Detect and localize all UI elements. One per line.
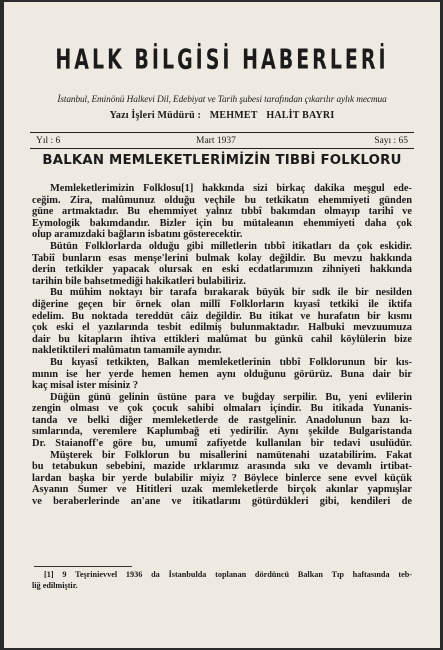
body-line: derin tetkikler yapacak olursak en eski ecdatlarımızın zihniyeti hakkında: [32, 264, 412, 276]
body-line: tanda ve belki diğer memleketlerde de rastgelinir. Anadolunun bazı kı-: [32, 414, 412, 426]
masthead-title: HALK BİLGİSİ HABERLERİ: [55, 44, 389, 76]
body-line: çok eski el yazılarında tesbit edilmiş bulunmaktadır. Halbuki mevzuumuza: [32, 322, 412, 334]
footnote: [32, 570, 412, 591]
article-body: [32, 183, 412, 508]
body-line: Dr. Staianoff'e göre bu, umumî zafiyetde kullanılan bir tedavi usulüdür.: [32, 438, 412, 450]
body-line: kaç misal ister misiniz ?: [32, 380, 139, 392]
footnote-line: liğ edilmiştir.: [32, 580, 78, 590]
body-line: sımlarında, veremlere Kaplumbağ eti yedirilir. Aynı şekilde Bulgaristanda: [32, 426, 412, 438]
journal-subtitle: İstanbul, Eminönü Halkevi Dil, Edebiyat ve Tarih şubesi tarafından çıkarılır aylık mecmua: [57, 95, 387, 105]
footnote-separator: [34, 566, 132, 567]
body-line: nakletiktileri malûmatın tamamile aynıdır.: [32, 345, 222, 357]
editor-name-first: MEHMET: [209, 110, 258, 121]
body-line: dair bu kitapların ihtiva ettikleri malûmat bu günkü cahil köylülerin bize: [32, 333, 412, 345]
body-line: Düğün günü gelinin üstüne para ve buğday serpilir. Bu, yeni evlilerin: [50, 391, 412, 403]
body-line: ceğim. Zira, malûmunuz olduğu veçhile bu tetkikatın ehemmiyeti günden: [32, 194, 412, 206]
body-line: ve beraberlerinde an'ane ve itikatlarını götürdükleri gibi, kendileri de: [32, 496, 412, 508]
issue-year: Yıl : 6: [36, 136, 61, 146]
body-line: mının ise her yerde hemen hemen aynı olduğunu görürüz. Buna dair bir: [32, 368, 412, 380]
body-line: Bütün Folklorlarda olduğu gibi milletlerin tıbbî itikatları da çok eskidir.: [50, 240, 412, 252]
footnote-line: [1] 9 Teşrinievvel 1936 da İstanbulda toplanan dördüncü Balkan Tıp haftasında teb-: [44, 570, 412, 579]
header-rule-bottom: [30, 148, 414, 149]
body-line: bu tetabukun sebebini, mazide ırklarımız arasında sıkı ve devamlı irtibat-: [32, 461, 412, 473]
article-title: BALKAN MEMLEKETLERİMİZİN TIBBİ FOLKLORU: [42, 153, 402, 168]
header-rule-top: [30, 132, 414, 133]
body-line: Asyanın Sumer ve Hititleri uzak memleketlerde birçok akınlar yapmışlar: [32, 484, 412, 496]
body-line: edelim. Bu noktada tereddüt câiz değildir. Bu itikat ve hurafatın bir kısmı: [32, 310, 412, 322]
editor-name-last: HALİT BAYRI: [266, 110, 335, 121]
body-line: Tabiî bunların esas menşe'lerini bulmak kolay değildir. Bu mevzu hakkında: [32, 252, 412, 264]
body-line: olup aramızdaki bağların isbatını gösterecektir.: [32, 229, 243, 241]
editor-line: [4, 110, 440, 121]
body-line: Müşterek bir Folklorun bu misallerini namütenahi uzatabilirim. Fakat: [50, 449, 412, 461]
issue-number: Sayı : 65: [374, 136, 408, 146]
body-line: tarihin bile bahsetmediği hakikatleri bulabiliriz.: [32, 275, 246, 287]
issue-date: Mart 1937: [196, 136, 236, 146]
document-page: [4, 2, 440, 648]
body-line: Memleketlerimizin Folklosu[1] hakkında sizi birkaç dakika meşgul ede-: [50, 183, 412, 194]
body-line: güne artmaktadır. Bu ehemmiyet yalnız tıbbî bakımdan olmayıp tarihî ve: [32, 206, 412, 218]
body-line: diğerine geçen bir örnek olan millî Folklorların kıyasî tetkiki ile iktifa: [32, 298, 412, 310]
body-line: Eymologik bakımdandır. Bizler için bu mütaleanın ehemmiyeti daha çok: [32, 217, 412, 229]
body-line: Bu mühim noktayı bir tarafa bırakarak büyük bir sıdk ile bir nesilden: [50, 287, 412, 299]
body-line: zengin olması ve çok çocuk sahibi olmaları içindir. Bu itikada Yunanis-: [32, 403, 412, 415]
editor-label: Yazı İşleri Müdürü :: [109, 110, 202, 121]
body-line: lardan başka bir yerde bulabilir miyiz ? Böylece binlerce sene evvel küçük: [32, 472, 412, 484]
body-line: Bu kıyasî tetkikten, Balkan memleketlerinin tıbbî Folklorunun bir kıs-: [50, 356, 412, 368]
